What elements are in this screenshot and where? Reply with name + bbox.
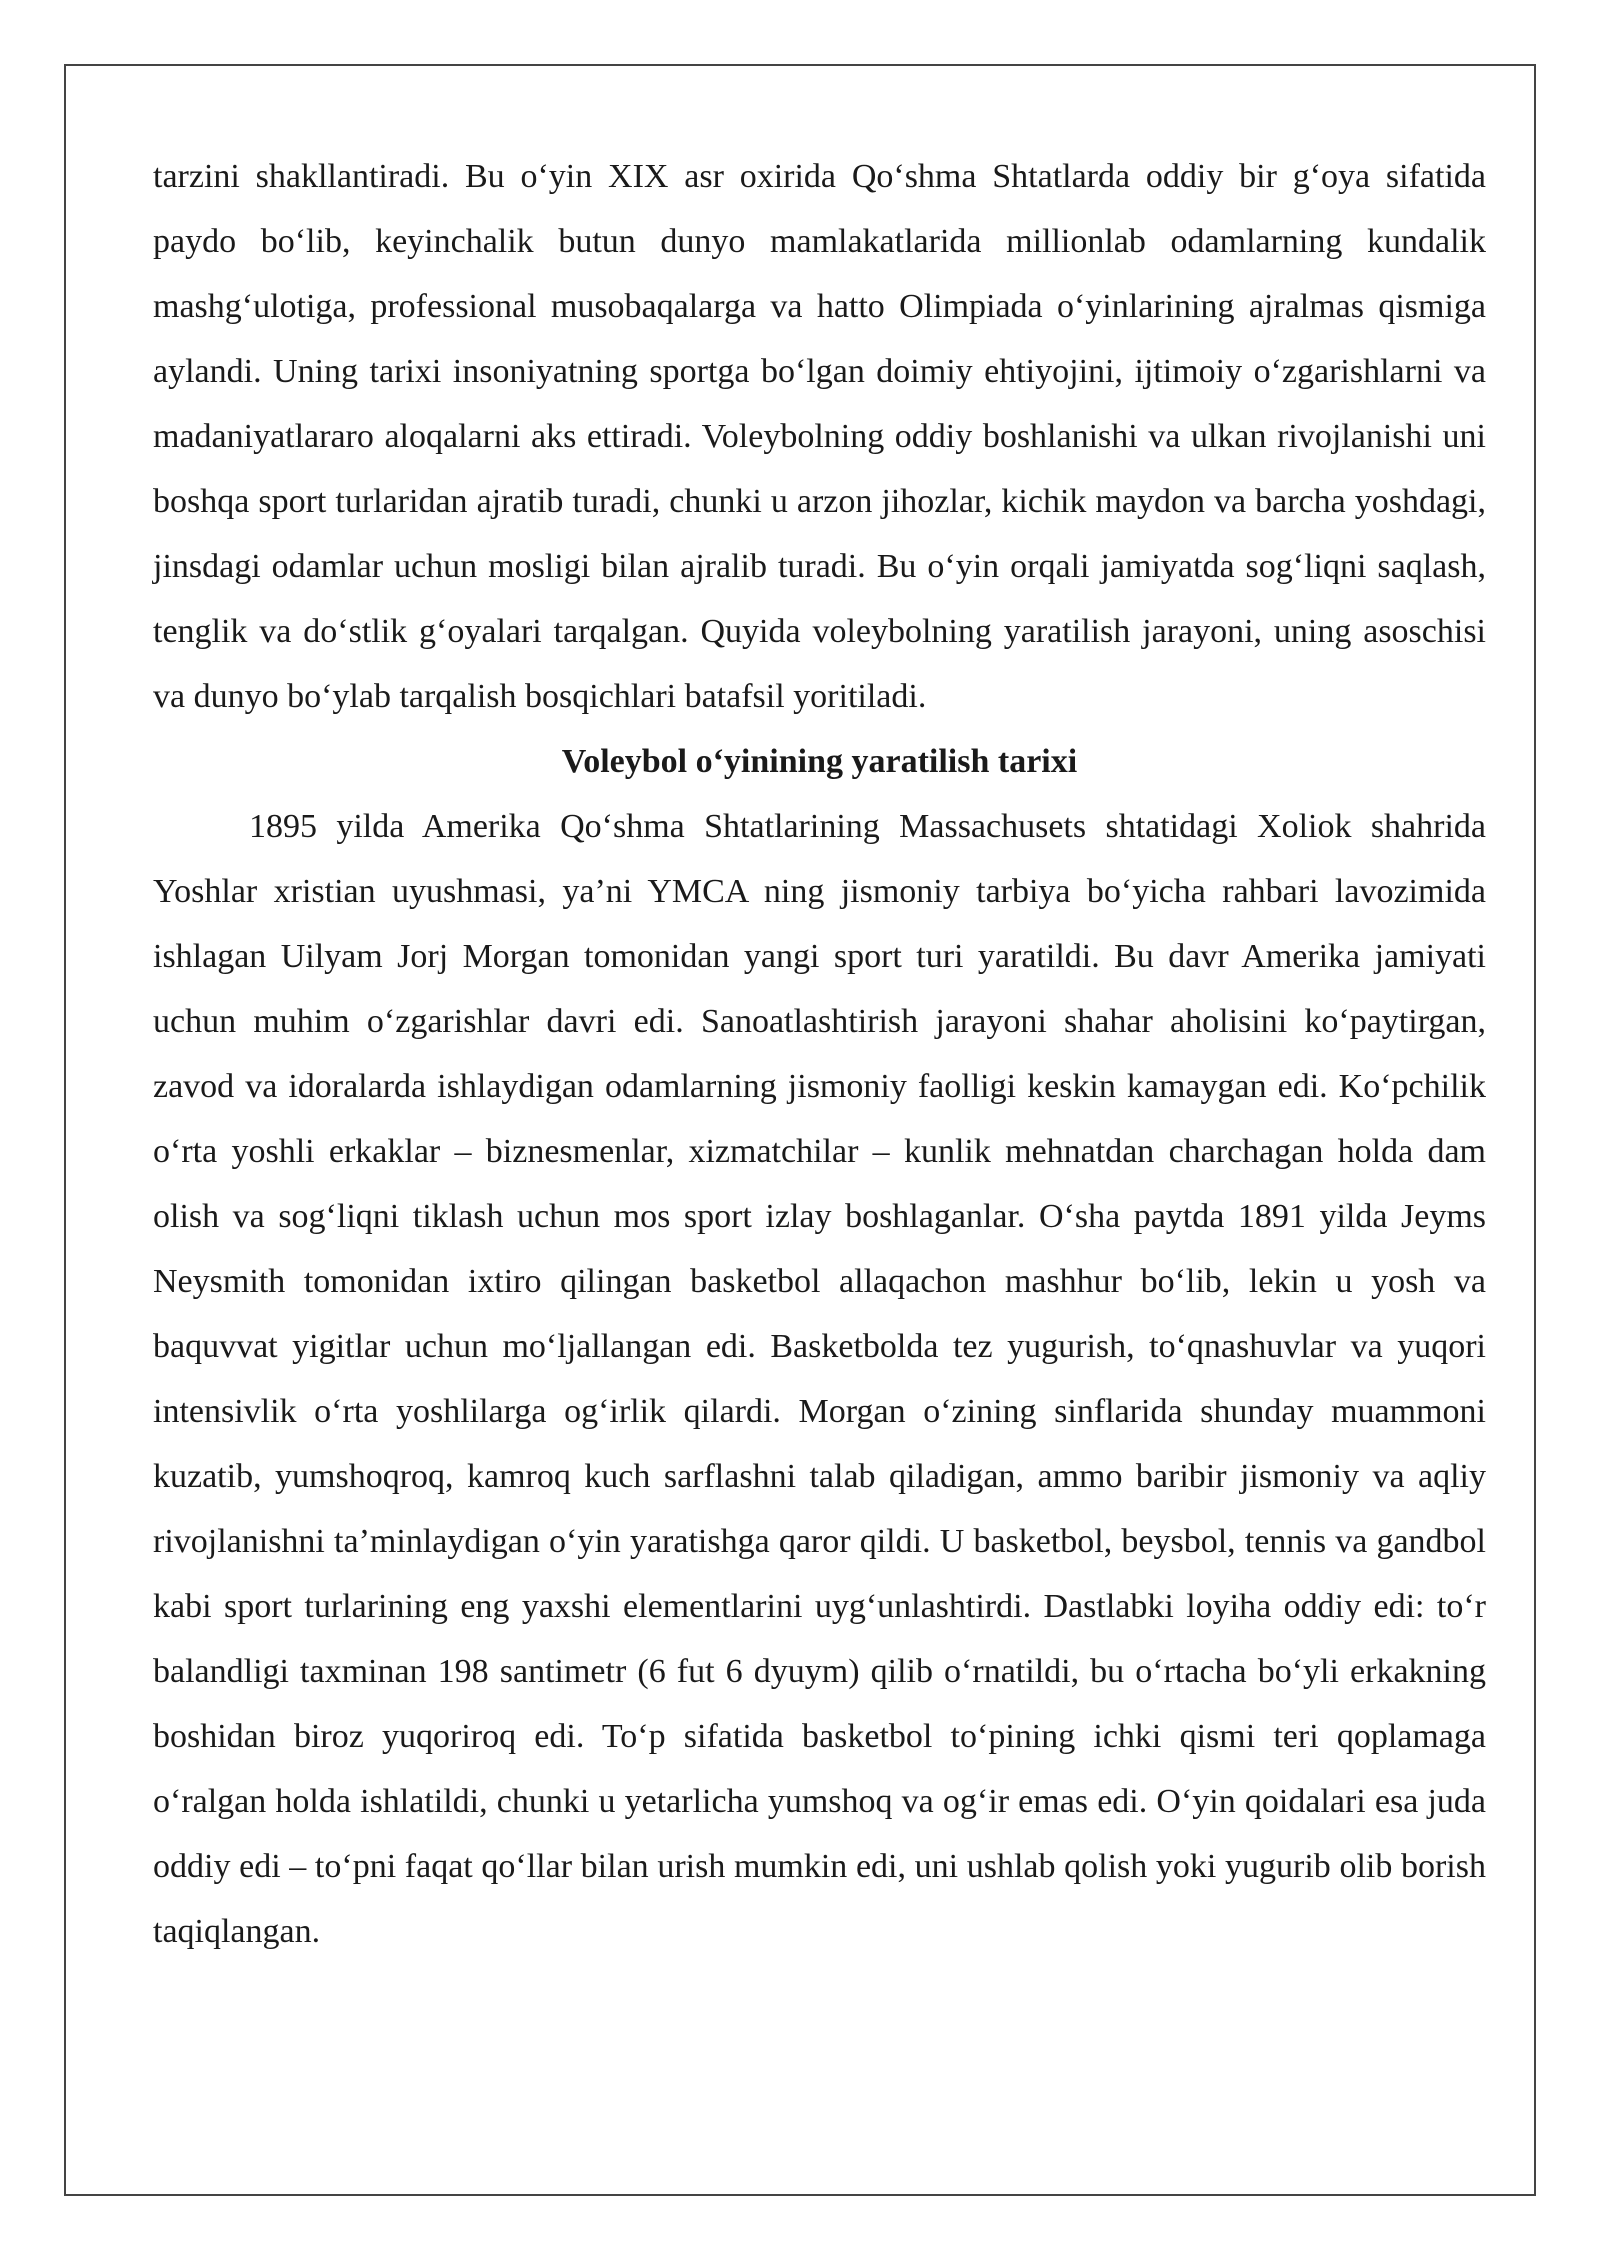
paragraph-intro-continued: tarzini shakllantiradi. Bu o‘yin XIX asr oxirida Qo‘shma Shtatlarda oddiy bir g‘oya sifatida paydo bo‘lib, keyinchalik butun dunyo mamlakatlarida millionlab odamlarning kundalik mashg‘ulotiga, professional musobaqalarga va hatto Olimpiada o‘yinlarining ajralmas qismiga aylandi. Uning tarixi insoniyatning sportga bo‘lgan doimiy ehtiyojini, ijtimoiy o‘zgarishlarni va madaniyatlararo aloqalarni aks ettiradi. Voleybolning oddiy boshlanishi va ulkan rivojlanishi uni boshqa sport turlaridan ajratib turadi, chunki u arzon jihozlar, kichik maydon va barcha yoshdagi, jinsdagi odamlar uchun mosligi bilan ajralib turadi. Bu o‘yin orqali jamiyatda sog‘liqni saqlash, tenglik va do‘stlik g‘oyalari tarqalgan. Quyida voleybolning yaratilish jarayoni, uning asoschisi va dunyo bo‘ylab tarqalish bosqichlari batafsil yoritiladi.: [153, 158, 1486, 715]
document-body: [153, 144, 1486, 1964]
section-heading: Voleybol o‘yinining yaratilish tarixi: [561, 743, 1078, 780]
paragraph-history: 1895 yilda Amerika Qo‘shma Shtatlarining Massachusets shtatidagi Xoliok shahrida Yoshlar xristian uyushmasi, ya’ni YMCA ning jismoniy tarbiya bo‘yicha rahbari lavozimida ishlagan Uilyam Jorj Morgan tomonidan yangi sport turi yaratildi. Bu davr Amerika jamiyati uchun muhim o‘zgarishlar davri edi. Sanoatlashtirish jarayoni shahar aholisini ko‘paytirgan, zavod va idoralarda ishlaydigan odamlarning jismoniy faolligi keskin kamaygan edi. Ko‘pchilik o‘rta yoshli erkaklar – biznesmenlar, xizmatchilar – kunlik mehnatdan charchagan holda dam olish va sog‘liqni tiklash uchun mos sport izlay boshlaganlar. O‘sha paytda 1891 yilda Jeyms Neysmith tomonidan ixtiro qilingan basketbol allaqachon mashhur bo‘lib, lekin u yosh va baquvvat yigitlar uchun mo‘ljallangan edi. Basketbolda tez yugurish, to‘qnashuvlar va yuqori intensivlik o‘rta yoshlilarga og‘irlik qilardi. Morgan o‘zining sinflarida shunday muammoni kuzatib, yumshoqroq, kamroq kuch sarflashni talab qiladigan, ammo baribir jismoniy va aqliy rivojlanishni ta’minlaydigan o‘yin yaratishga qaror qildi. U basketbol, beysbol, tennis va gandbol kabi sport turlarining eng yaxshi elementlarini uyg‘unlashtirdi. Dastlabki loyiha oddiy edi: to‘r balandligi taxminan 198 santimetr (6 fut 6 dyuym) qilib o‘rnatildi, bu o‘rtacha bo‘yli erkakning boshidan biroz yuqoriroq edi. To‘p sifatida basketbol to‘pining ichki qismi teri qoplamaga o‘ralgan holda ishlatildi, chunki u yetarlicha yumshoq va og‘ir emas edi. O‘yin qoidalari esa juda oddiy edi – to‘pni faqat qo‘llar bilan urish mumkin edi, uni ushlab qolish yoki yugurib olib borish taqiqlangan.: [153, 808, 1486, 1950]
